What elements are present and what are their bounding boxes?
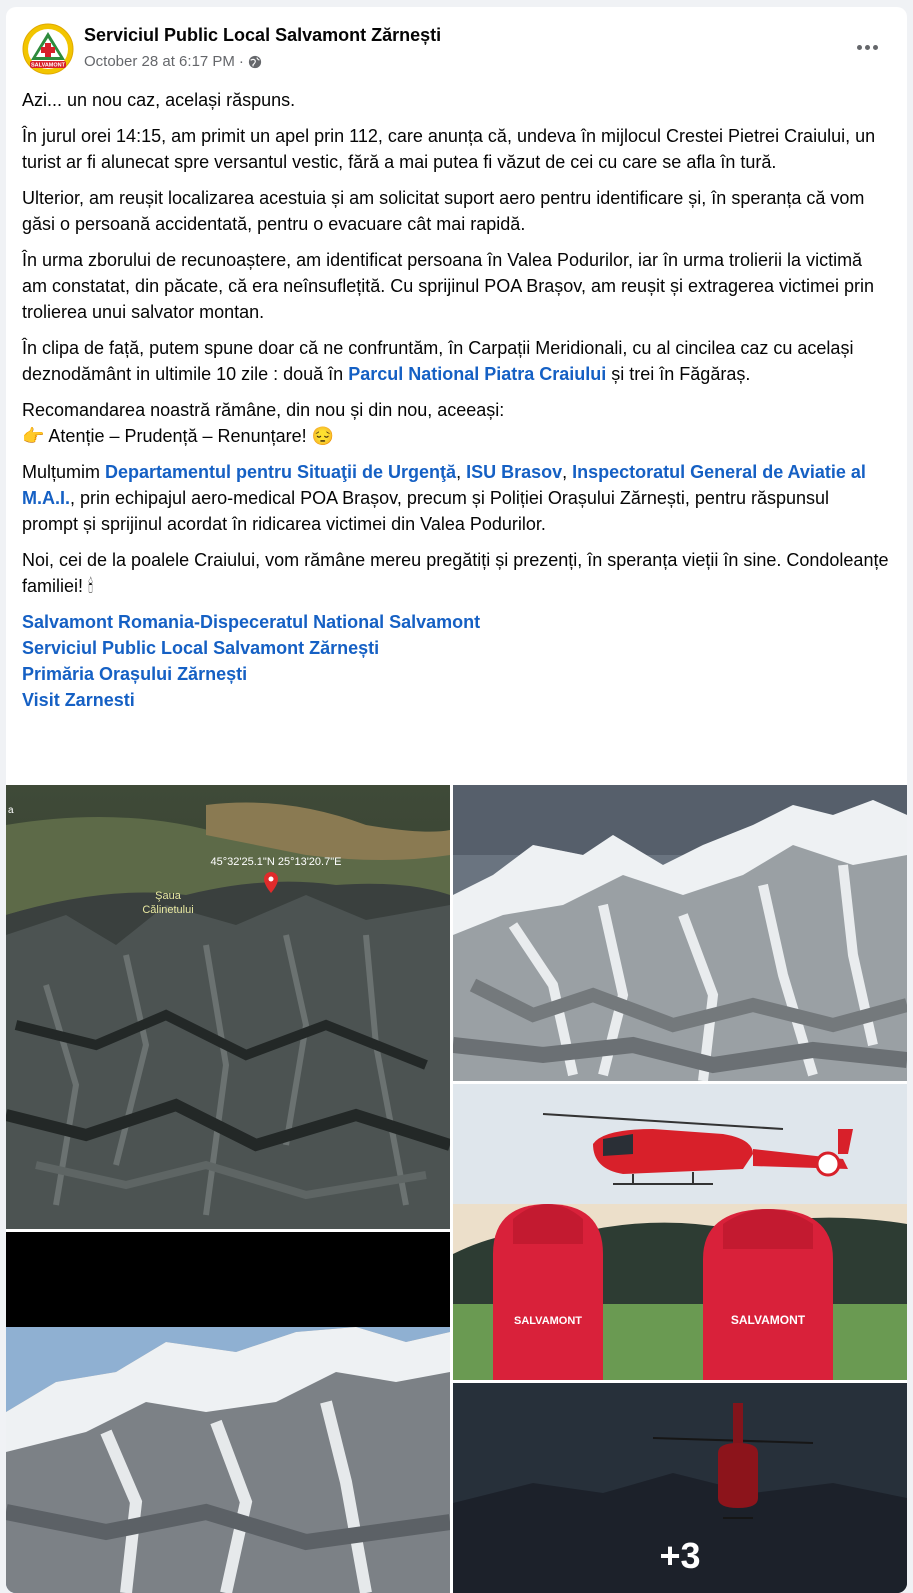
more-photos-count[interactable]: +3 <box>659 1535 701 1576</box>
pensive-face-emoji: 😔 <box>311 426 335 446</box>
paragraph-6-text-a: Recomandarea noastră rămâne, din nou și din nou, aceeași: <box>22 400 505 420</box>
post-header <box>22 23 891 77</box>
tag-salvamont-zarnesti[interactable]: Serviciul Public Local Salvamont Zărnești <box>22 638 380 658</box>
paragraph-5-text-b: și trei în Făgăraș. <box>606 364 751 384</box>
photo-mountain-lower[interactable] <box>6 1232 450 1593</box>
avatar-text: SALVAMONT <box>30 62 66 69</box>
paragraph-1: Azi... un nou caz, același răspuns. <box>22 90 296 110</box>
paragraph-2: În jurul orei 14:15, am primit un apel prin 112, care anunța că, undeva în mijlocul Crestei Pietrei Craiului, un turist ar fi alunecat spre versantul vestic, fără a mai putea fi văzut de cei cu care se afla în tură. <box>22 126 876 172</box>
post-body <box>22 87 890 713</box>
pointing-hand-emoji: 👉 <box>22 426 45 446</box>
meta-separator: · <box>238 53 244 70</box>
link-isu-brasov[interactable]: ISU Brasov <box>466 462 563 482</box>
tag-salvamont-romania[interactable]: Salvamont Romania-Dispeceratul National Salvamont <box>22 612 481 632</box>
dot-icon <box>857 45 862 50</box>
paragraph-7-text-b: , prin echipajul aero-medical POA Brașov, precum și Poliției Orașului Zărnești, pentru răspunsul prompt și sprijinul acordat în ridicarea victimei din Valea Podurilor. <box>22 488 830 534</box>
paragraph-8-text: Noi, cei de la poalele Craiului, vom rămâne mereu pregătiți și prezenți, în speranța vieții în sine. Condoleanțe familiei! <box>22 550 889 596</box>
photo-snowy-ridge[interactable] <box>453 785 907 1081</box>
map-corner-mark: a <box>8 805 14 816</box>
post-meta <box>84 53 262 70</box>
paragraph-5-text-a: În clipa de față, putem spune doar că ne confruntăm, în Carpații Meridionali, cu al cincilea caz cu același deznodământ in ultimile 10 zile : două în <box>22 338 854 384</box>
tag-visit-zarnesti[interactable]: Visit Zarnesti <box>22 690 135 710</box>
jacket-label-right: SALVAMONT <box>730 1313 806 1327</box>
more-options-button[interactable] <box>851 35 883 59</box>
dot-icon <box>865 45 870 50</box>
paragraph-6 <box>22 397 890 449</box>
paragraph-3: Ulterior, am reușit localizarea acestuia și am solicitat suport aero pentru identificare și, în speranța că vom găsi o persoană accidentată, pentru o evacuare cât mai rapidă. <box>22 188 865 234</box>
paragraph-6-text-b: Atenție – Prudență – Renunțare! <box>44 426 312 446</box>
post-card <box>6 7 907 1593</box>
map-coordinates: 45°32'25.1"N 25°13'20.7"E <box>210 856 342 868</box>
map-place-line-2: Călinetului <box>142 904 194 916</box>
dot-icon <box>873 45 878 50</box>
globe-icon[interactable] <box>248 55 262 69</box>
page-avatar[interactable] <box>22 23 74 75</box>
photo-more[interactable] <box>453 1383 907 1593</box>
tag-primaria-zarnesti[interactable]: Primăria Orașului Zărnești <box>22 664 248 684</box>
link-parcul-national[interactable]: Parcul National Piatra Craiului <box>348 364 607 384</box>
photo-map[interactable] <box>6 785 450 1229</box>
map-place-line-1: Şaua <box>155 890 181 902</box>
tagged-pages <box>22 609 890 713</box>
link-igav[interactable]: Inspectoratul General de Aviatie al M.A.I. <box>22 462 866 508</box>
paragraph-4: În urma zborului de recunoaștere, am identificat persoana în Valea Podurilor, iar în urma trolierii la victimă am constatat, din păcate, că era neînsuflețită. Cu sprijinul POA Brașov, am reușit și extragerea victimei prin trolierea unui salvator montan. <box>22 250 875 322</box>
photo-grid <box>6 785 907 1593</box>
paragraph-7-text-a: Mulțumim <box>22 462 106 482</box>
post-timestamp[interactable]: October 28 at 6:17 PM <box>84 53 235 70</box>
photo-rescuers-helicopter[interactable] <box>453 1084 907 1380</box>
paragraph-7-sep-1: , <box>456 462 467 482</box>
paragraph-5 <box>22 335 890 387</box>
link-dsu[interactable]: Departamentul pentru Situaţii de Urgenţă <box>105 462 457 482</box>
jacket-label-left: SALVAMONT <box>513 1315 583 1327</box>
page-name[interactable]: Serviciul Public Local Salvamont Zărnești <box>84 25 442 45</box>
candle-emoji: 🕯 <box>88 576 94 596</box>
paragraph-7-sep-2: , <box>562 462 573 482</box>
paragraph-8 <box>22 547 890 599</box>
paragraph-7 <box>22 459 890 537</box>
